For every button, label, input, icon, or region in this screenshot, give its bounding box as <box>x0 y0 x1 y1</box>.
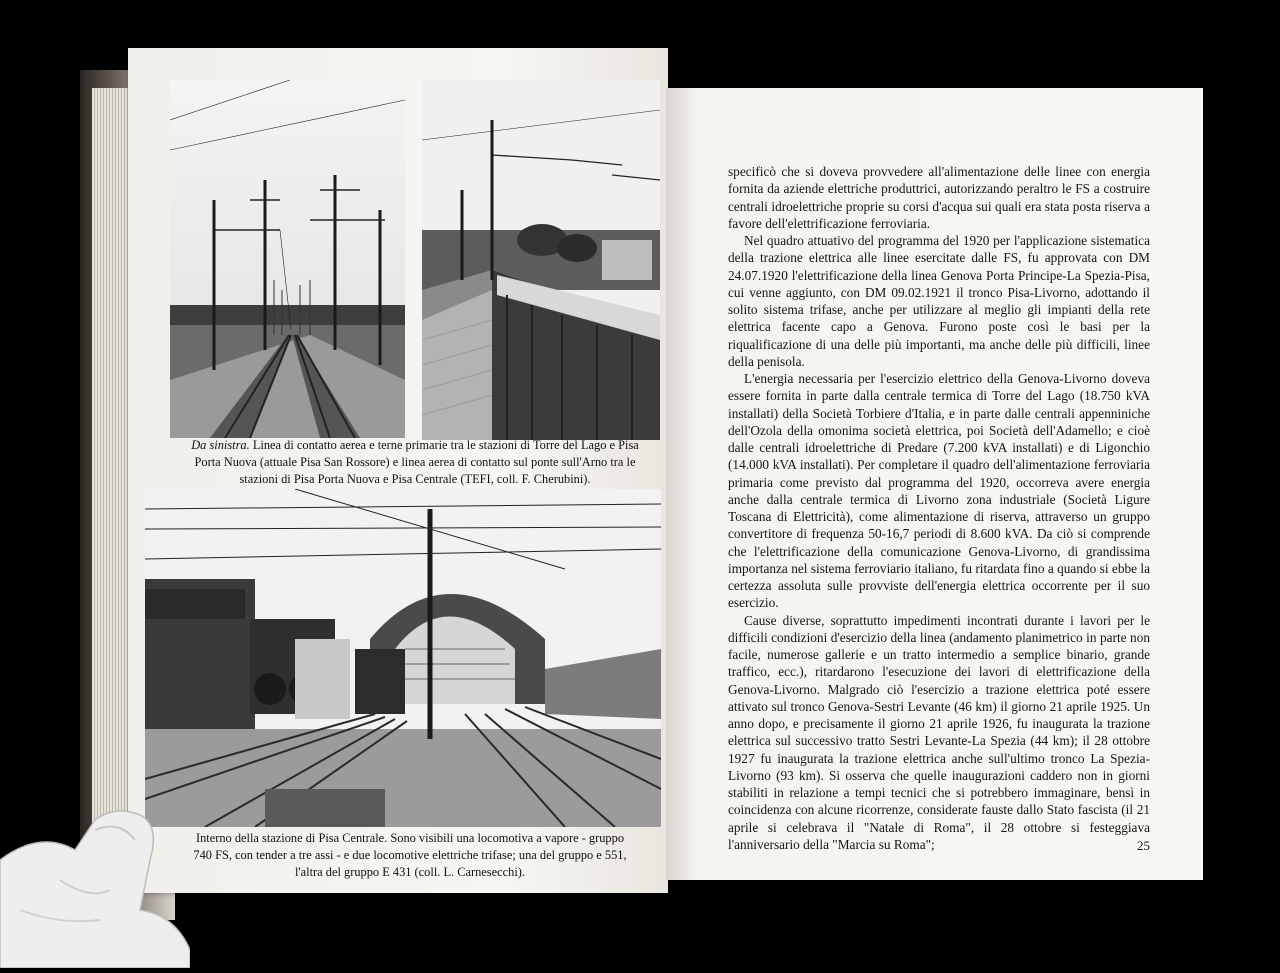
paragraph-4: Cause diverse, soprattutto impedimenti incontrati durante i lavori per le difficili condizioni d'esercizio della linea (andamento planimetrico in parte non facile, numerose gallerie e un tratto intermedio a semplice binario, grande traffico, ecc.), ritardarono l'esecuzione dei lavori di elettrificazione della Genova-Livorno. Malgrado ciò l'esercizio a trazione elettrica poté essere attivato sul tronco Genova-Sestri Levante (46 km) il giorno 21 aprile 1925. Un anno dopo, e precisamente il giorno 21 aprile 1926, fu inaugurata la trazione elettrica sul successivo tratto Sestri Levante-La Spezia (44 km); il 28 ottobre 1927 fu inaugurata la trazione elettrica anche sull'ultimo tronco La Spezia-Livorno (93 km). Si osserva che quelle inaugurazioni caddero non in giorni stabiliti in relazione a tempi tecnici che si potrebbero immaginare, bensì in coincidenza con alcune ricorrenze, considerate fauste dallo Stato fascista (il 21 aprile si celebrava il "Natale di Roma", il 28 ottobre si festeggiava l'anniversario della "Marcia su Roma"; <box>728 612 1150 852</box>
page-number: 25 <box>1137 838 1150 853</box>
body-text <box>728 163 1150 853</box>
caption-top-text: Linea di contatto aerea e terne primarie tra le stazioni di Torre del Lago e Pisa Porta Nuova (attuale Pisa San Rossore) e linea aerea di contatto sul ponte sull'Arno tra le stazioni di Pisa Porta Nuova e Pisa Centrale (TEFI, coll. F. Cherubini). <box>194 438 639 486</box>
white-glove-hand <box>0 800 190 968</box>
paragraph-3: L'energia necessaria per l'esercizio elettrico della Genova-Livorno doveva essere fornita in parte dalla centrale termica di Torre del Lago (18.750 kVA installati) della Società Torbiere d'Italia, e in parte dalle centrali appenniniche dell'Ozola della omonima società elettrica, poi Società dell'Adamello; e cioè dalle centrali idroelettriche di Predare (7.200 kVA installati) e di Ligonchio (14.000 kVA installati). Per completare il quadro dell'alimentazione ferroviaria primaria come previsto dal programma del 1920, occorreva avere energia anche dalla centrale termica di Livorno zona industriale (Società Ligure Toscana di Elettricità), come alimentazione di riserva, attraverso un gruppo convertitore di frequenza 50-16,7 periodi di 8.600 kVA. Da ciò si comprende che l'elettrificazione della comunicazione Genova-Livorno, di grandissima importanza nel sistema ferroviario italiano, fu ritardata fino a quando si ebbe la certezza assoluta sulle provviste dell'energia elettrica occorrente per il suo esercizio. <box>728 371 1150 611</box>
page-edges <box>92 88 132 898</box>
bridge-photo <box>422 80 660 440</box>
station-photo <box>145 489 661 827</box>
caption-bottom: Interno della stazione di Pisa Centrale. Sono visibili una locomotiva a vapore - gruppo 740 FS, con tender a tre assi - e due locomotive elettriche trifase; una del gruppo e 551, l'altra del gruppo E 431 (coll. L. Carnesecchi). <box>193 831 627 879</box>
paragraph-1: specificò che si doveva provvedere all'alimentazione delle linee con energia fornita da aziende elettriche produttrici, autorizzando peraltro le FS a costruire centrali idroelettriche proprie su corsi d'acqua sui quali era stata posta riserva a favore dell'elettrificazione ferroviaria. <box>728 164 1150 231</box>
caption-top-lead: Da sinistra. <box>191 438 250 452</box>
paragraph-2: Nel quadro attuativo del programma del 1920 per l'applicazione sistematica della trazione elettrica alle linee esercitate dalle FS, fu approvata con DM 24.07.1920 l'elettrificazione della linea Genova Porta Principe-La Spezia-Pisa, cui venne aggiunto, con DM 09.02.1921 il tronco Pisa-Livorno, adottando il solito sistema trifase, anche per utilizzare al meglio gli impianti della rete elettrica facente capo a Genova. Furono poste così le basi per la riqualificazione di una delle più importanti, ma anche delle più difficili, linee della penisola. <box>728 233 1150 369</box>
overhead-line-photo <box>170 80 405 438</box>
caption-top <box>180 437 650 488</box>
